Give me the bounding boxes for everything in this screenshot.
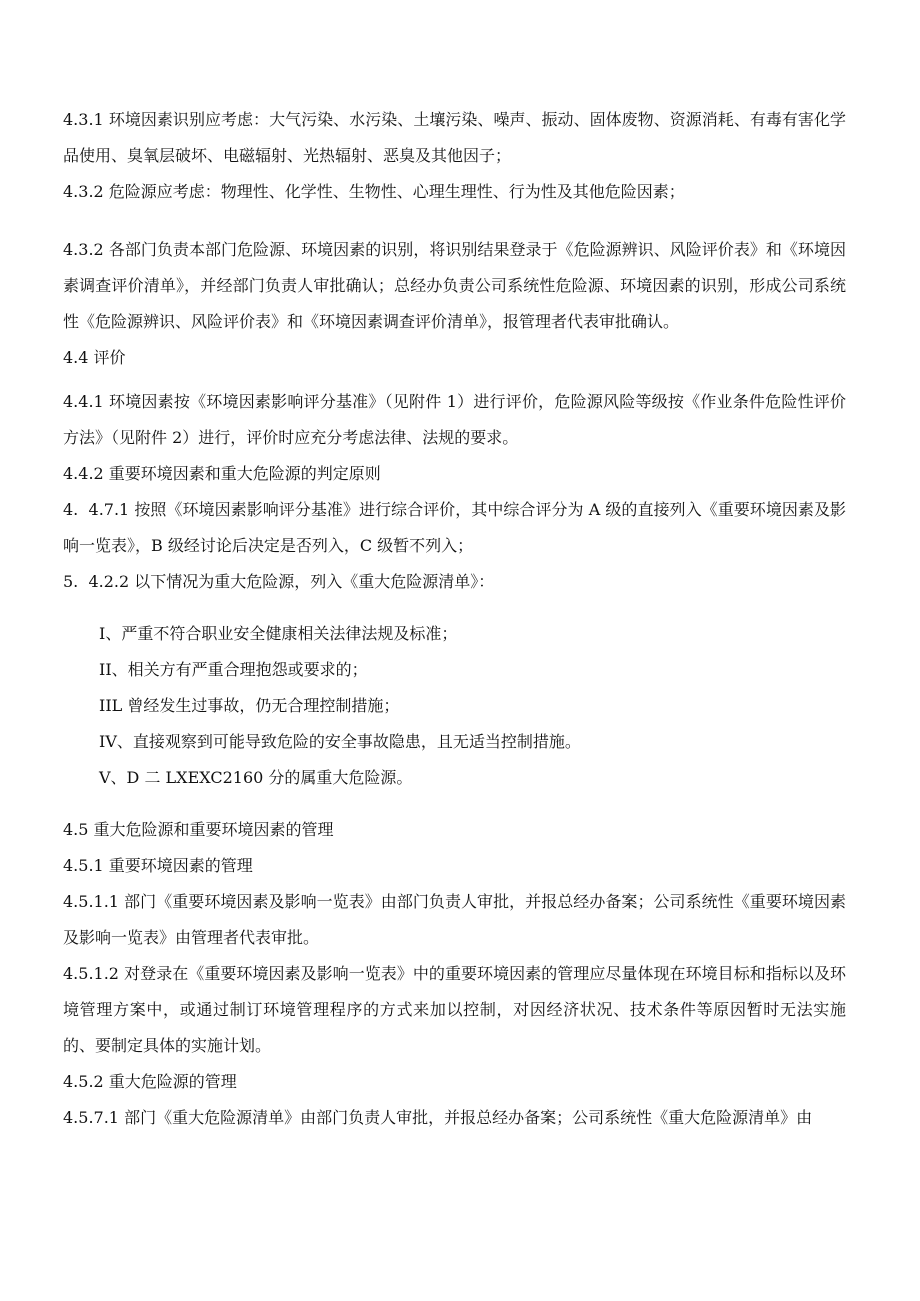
- heading-4-5: 4.5 重大危险源和重要环境因素的管理: [63, 820, 334, 839]
- paragraph-4-5-1-1: 4.5.1.1 部门《重要环境因素及影响一览表》由部门负责人审批，并报总经办备案；公司系统性《重要环境因素及影响一览表》由管理者代表审批。: [63, 892, 846, 947]
- major-hazard-criteria-list: [63, 616, 846, 796]
- list-item: I、严重不符合职业安全健康相关法律法规及标准；: [99, 624, 458, 643]
- heading-4-4: 4.4 评价: [63, 348, 126, 367]
- heading-4-5-1: 4.5.1 重要环境因素的管理: [63, 856, 253, 875]
- paragraph-4-3-1: 4.3.1 环境因素识别应考虑：大气污染、水污染、土壤污染、噪声、振动、固体废物、资源消耗、有毒有害化学品使用、臭氧层破坏、电磁辐射、光热辐射、恶臭及其他因子；: [63, 110, 846, 165]
- paragraph-4-5-7-1: 4.5.7.1 部门《重大危险源清单》由部门负责人审批，并报总经办备案；公司系统性《重大危险源清单》由: [63, 1108, 813, 1127]
- paragraph-4-2-2: 5. 4.2.2 以下情况为重大危险源，列入《重大危险源清单》：: [63, 572, 495, 591]
- paragraph-4-5-1-2: 4.5.1.2 对登录在《重要环境因素及影响一览表》中的重要环境因素的管理应尽量体现在环境目标和指标以及环境管理方案中，或通过制订环境管理程序的方式来加以控制，对因经济状况、技术条件等原因暂时无法实施的、要制定具体的实施计划。: [63, 964, 846, 1055]
- list-item: II、相关方有严重合理抱怨或要求的；: [99, 660, 368, 679]
- paragraph-4-7-1: 4. 4.7.1 按照《环境因素影响评分基准》进行综合评价，其中综合评分为 A 级的直接列入《重要环境因素及影响一览表》，B 级经讨论后决定是否列入，C 级暂不列入；: [63, 500, 846, 555]
- paragraph-4-3-2-hazard-scope: 4.3.2 危险源应考虑：物理性、化学性、生物性、心理生理性、行为性及其他危险因素；: [63, 182, 685, 201]
- list-item: IIL 曾经发生过事故，仍无合理控制措施；: [99, 696, 400, 715]
- heading-4-5-2: 4.5.2 重大危险源的管理: [63, 1072, 237, 1091]
- paragraph-4-3-2-identification: 4.3.2 各部门负责本部门危险源、环境因素的识别，将识别结果登录于《危险源辨识、风险评价表》和《环境因素调查评价清单》，并经部门负责人审批确认；总经办负责公司系统性危险源、环境因素的识别，形成公司系统性《危险源辨识、风险评价表》和《环境因素调查评价清单》，报管理者代表审批确认。: [63, 240, 846, 331]
- list-item: IV、直接观察到可能导致危险的安全事故隐患，且无适当控制措施。: [99, 732, 581, 751]
- list-item: V、D 二 LXEXC2160 分的属重大危险源。: [99, 768, 413, 787]
- paragraph-4-4-1: 4.4.1 环境因素按《环境因素影响评分基准》（见附件 1）进行评价，危险源风险等级按《作业条件危险性评价方法》（见附件 2）进行，评价时应充分考虑法律、法规的要求。: [63, 392, 846, 447]
- heading-4-4-2: 4.4.2 重要环境因素和重大危险源的判定原则: [63, 464, 381, 483]
